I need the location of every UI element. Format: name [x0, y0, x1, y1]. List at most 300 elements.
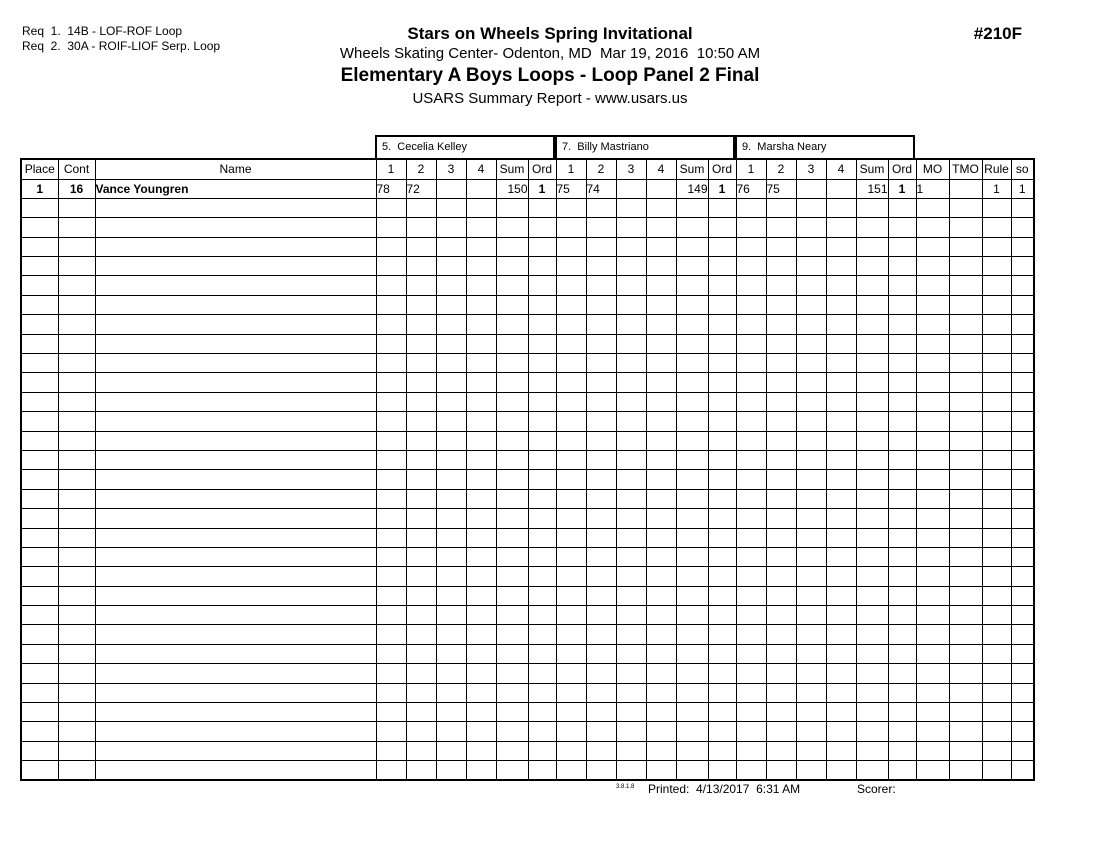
empty-cell — [736, 703, 766, 722]
empty-cell — [916, 625, 949, 644]
empty-cell — [556, 567, 586, 586]
empty-cell — [436, 373, 466, 392]
empty-cell — [766, 683, 796, 702]
empty-cell — [496, 450, 528, 469]
judge-1-name-box: 5. Cecelia Kelley — [375, 135, 555, 159]
empty-cell — [616, 703, 646, 722]
contestant-number-cell: 16 — [58, 179, 95, 198]
empty-cell — [496, 722, 528, 741]
empty-cell — [646, 431, 676, 450]
empty-cell — [982, 373, 1011, 392]
empty-cell — [856, 450, 888, 469]
col-header-j2-ord: Ord — [708, 159, 736, 179]
j1-trial-4-score — [466, 179, 496, 198]
empty-row — [21, 412, 1034, 431]
software-version: 3.8.1.8 — [616, 784, 635, 790]
empty-cell — [95, 470, 376, 489]
empty-cell — [736, 683, 766, 702]
empty-cell — [826, 703, 856, 722]
col-header-j1-trial-4: 4 — [466, 159, 496, 179]
empty-cell — [586, 237, 616, 256]
empty-cell — [676, 644, 708, 663]
empty-cell — [646, 528, 676, 547]
empty-cell — [21, 625, 58, 644]
empty-row — [21, 334, 1034, 353]
empty-cell — [796, 528, 826, 547]
empty-cell — [586, 198, 616, 217]
empty-cell — [856, 606, 888, 625]
empty-cell — [616, 198, 646, 217]
empty-cell — [616, 606, 646, 625]
venue-date-line: Wheels Skating Center- Odenton, MD Mar 19, 2016 10:50 AM — [339, 45, 761, 62]
empty-cell — [916, 489, 949, 508]
empty-cell — [528, 528, 556, 547]
j1-trial-2-score: 72 — [406, 179, 436, 198]
empty-cell — [436, 664, 466, 683]
empty-cell — [826, 334, 856, 353]
empty-cell — [766, 218, 796, 237]
j1-ordinal: 1 — [528, 179, 556, 198]
empty-cell — [58, 218, 95, 237]
empty-cell — [466, 315, 496, 334]
empty-cell — [436, 761, 466, 780]
empty-cell — [888, 761, 916, 780]
empty-cell — [676, 315, 708, 334]
empty-cell — [888, 683, 916, 702]
empty-cell — [95, 295, 376, 314]
empty-cell — [616, 237, 646, 256]
empty-cell — [406, 741, 436, 760]
empty-cell — [376, 509, 406, 528]
empty-row — [21, 567, 1034, 586]
empty-cell — [58, 237, 95, 256]
empty-cell — [916, 741, 949, 760]
empty-cell — [496, 586, 528, 605]
empty-cell — [1011, 664, 1034, 683]
empty-cell — [21, 470, 58, 489]
empty-cell — [766, 470, 796, 489]
empty-cell — [466, 450, 496, 469]
empty-cell — [646, 315, 676, 334]
empty-cell — [916, 218, 949, 237]
empty-cell — [796, 722, 826, 741]
tmo-cell — [949, 179, 982, 198]
empty-cell — [982, 761, 1011, 780]
empty-cell — [796, 644, 826, 663]
empty-cell — [736, 373, 766, 392]
empty-cell — [58, 644, 95, 663]
empty-cell — [376, 606, 406, 625]
empty-cell — [949, 625, 982, 644]
empty-cell — [888, 703, 916, 722]
empty-cell — [949, 354, 982, 373]
empty-cell — [616, 276, 646, 295]
empty-cell — [982, 722, 1011, 741]
so-cell: 1 — [1011, 179, 1034, 198]
empty-cell — [21, 741, 58, 760]
empty-cell — [766, 412, 796, 431]
empty-cell — [58, 373, 95, 392]
empty-cell — [888, 528, 916, 547]
empty-cell — [556, 509, 586, 528]
empty-cell — [708, 334, 736, 353]
empty-cell — [646, 412, 676, 431]
empty-cell — [856, 295, 888, 314]
empty-cell — [496, 392, 528, 411]
empty-cell — [586, 373, 616, 392]
empty-cell — [406, 257, 436, 276]
empty-cell — [376, 547, 406, 566]
empty-cell — [616, 373, 646, 392]
empty-cell — [949, 276, 982, 295]
empty-cell — [856, 218, 888, 237]
empty-row — [21, 528, 1034, 547]
empty-cell — [528, 412, 556, 431]
empty-cell — [466, 373, 496, 392]
col-header-j2-trial-3: 3 — [616, 159, 646, 179]
empty-cell — [58, 198, 95, 217]
empty-cell — [676, 741, 708, 760]
empty-cell — [796, 392, 826, 411]
empty-cell — [496, 412, 528, 431]
empty-row — [21, 276, 1034, 295]
col-header-rule: Rule — [982, 159, 1011, 179]
empty-cell — [528, 237, 556, 256]
j3-ordinal: 1 — [888, 179, 916, 198]
empty-cell — [528, 470, 556, 489]
empty-cell — [708, 276, 736, 295]
empty-cell — [796, 450, 826, 469]
empty-cell — [58, 412, 95, 431]
printed-timestamp: Printed: 4/13/2017 6:31 AM — [648, 782, 801, 796]
empty-cell — [708, 722, 736, 741]
empty-cell — [708, 741, 736, 760]
empty-cell — [496, 703, 528, 722]
empty-cell — [556, 412, 586, 431]
empty-cell — [888, 547, 916, 566]
empty-cell — [616, 741, 646, 760]
empty-cell — [95, 586, 376, 605]
empty-cell — [556, 295, 586, 314]
empty-cell — [496, 547, 528, 566]
empty-cell — [406, 237, 436, 256]
empty-cell — [466, 354, 496, 373]
empty-cell — [826, 431, 856, 450]
empty-cell — [826, 450, 856, 469]
empty-row — [21, 703, 1034, 722]
empty-cell — [796, 547, 826, 566]
empty-cell — [466, 295, 496, 314]
empty-cell — [916, 644, 949, 663]
empty-cell — [586, 761, 616, 780]
col-header-place: Place — [21, 159, 58, 179]
empty-cell — [1011, 703, 1034, 722]
empty-cell — [856, 470, 888, 489]
empty-cell — [796, 761, 826, 780]
empty-cell — [466, 722, 496, 741]
empty-cell — [796, 334, 826, 353]
empty-cell — [376, 586, 406, 605]
empty-cell — [949, 761, 982, 780]
empty-cell — [95, 703, 376, 722]
empty-cell — [676, 547, 708, 566]
empty-cell — [436, 528, 466, 547]
empty-cell — [982, 644, 1011, 663]
empty-cell — [949, 257, 982, 276]
col-header-so: so — [1011, 159, 1034, 179]
empty-cell — [888, 295, 916, 314]
empty-cell — [826, 644, 856, 663]
empty-cell — [556, 547, 586, 566]
empty-cell — [708, 703, 736, 722]
empty-cell — [95, 373, 376, 392]
empty-cell — [406, 567, 436, 586]
empty-cell — [616, 431, 646, 450]
col-header-tmo: TMO — [949, 159, 982, 179]
empty-cell — [95, 741, 376, 760]
empty-cell — [1011, 489, 1034, 508]
empty-row — [21, 683, 1034, 702]
empty-cell — [466, 761, 496, 780]
empty-cell — [21, 295, 58, 314]
empty-cell — [646, 334, 676, 353]
empty-cell — [982, 276, 1011, 295]
empty-cell — [58, 489, 95, 508]
empty-cell — [58, 295, 95, 314]
empty-cell — [826, 586, 856, 605]
empty-cell — [21, 392, 58, 411]
empty-cell — [21, 218, 58, 237]
empty-cell — [376, 431, 406, 450]
empty-cell — [556, 218, 586, 237]
empty-cell — [856, 567, 888, 586]
empty-cell — [95, 547, 376, 566]
col-header-cont: Cont — [58, 159, 95, 179]
empty-cell — [496, 470, 528, 489]
empty-cell — [556, 431, 586, 450]
empty-cell — [95, 237, 376, 256]
empty-cell — [708, 450, 736, 469]
col-header-j3-ord: Ord — [888, 159, 916, 179]
empty-cell — [708, 257, 736, 276]
empty-cell — [58, 315, 95, 334]
empty-cell — [949, 528, 982, 547]
empty-cell — [528, 315, 556, 334]
empty-cell — [646, 237, 676, 256]
empty-row — [21, 295, 1034, 314]
empty-cell — [916, 257, 949, 276]
empty-cell — [556, 450, 586, 469]
empty-cell — [466, 257, 496, 276]
empty-cell — [676, 334, 708, 353]
empty-cell — [58, 606, 95, 625]
empty-cell — [376, 237, 406, 256]
empty-cell — [376, 334, 406, 353]
empty-cell — [766, 703, 796, 722]
empty-cell — [528, 741, 556, 760]
empty-cell — [95, 450, 376, 469]
empty-cell — [466, 489, 496, 508]
empty-cell — [21, 412, 58, 431]
empty-cell — [796, 257, 826, 276]
empty-cell — [376, 218, 406, 237]
empty-cell — [21, 198, 58, 217]
empty-row — [21, 373, 1034, 392]
empty-cell — [1011, 625, 1034, 644]
empty-cell — [496, 295, 528, 314]
empty-cell — [406, 276, 436, 295]
empty-cell — [496, 644, 528, 663]
empty-cell — [496, 354, 528, 373]
empty-cell — [1011, 450, 1034, 469]
empty-cell — [676, 237, 708, 256]
empty-cell — [982, 412, 1011, 431]
empty-cell — [436, 276, 466, 295]
empty-cell — [856, 315, 888, 334]
empty-row — [21, 761, 1034, 780]
empty-cell — [1011, 295, 1034, 314]
empty-cell — [949, 450, 982, 469]
empty-cell — [406, 470, 436, 489]
empty-cell — [766, 198, 796, 217]
empty-cell — [708, 761, 736, 780]
empty-cell — [982, 489, 1011, 508]
j3-trial-4-score — [826, 179, 856, 198]
empty-cell — [736, 450, 766, 469]
col-header-j1-trial-2: 2 — [406, 159, 436, 179]
empty-row — [21, 625, 1034, 644]
empty-cell — [586, 295, 616, 314]
col-header-j2-sum: Sum — [676, 159, 708, 179]
empty-cell — [826, 470, 856, 489]
empty-cell — [708, 489, 736, 508]
empty-cell — [466, 528, 496, 547]
empty-cell — [21, 373, 58, 392]
empty-cell — [949, 431, 982, 450]
empty-cell — [58, 334, 95, 353]
empty-cell — [95, 276, 376, 295]
empty-cell — [616, 218, 646, 237]
empty-cell — [21, 509, 58, 528]
empty-cell — [826, 528, 856, 547]
empty-cell — [982, 625, 1011, 644]
j1-trial-3-score — [436, 179, 466, 198]
empty-cell — [856, 489, 888, 508]
empty-cell — [916, 276, 949, 295]
empty-cell — [21, 528, 58, 547]
empty-cell — [1011, 315, 1034, 334]
empty-cell — [796, 295, 826, 314]
empty-cell — [826, 315, 856, 334]
empty-cell — [1011, 470, 1034, 489]
empty-cell — [982, 237, 1011, 256]
empty-cell — [916, 237, 949, 256]
empty-cell — [21, 722, 58, 741]
empty-cell — [766, 722, 796, 741]
empty-cell — [586, 276, 616, 295]
empty-cell — [982, 354, 1011, 373]
empty-cell — [736, 295, 766, 314]
empty-cell — [888, 218, 916, 237]
empty-cell — [949, 373, 982, 392]
empty-cell — [676, 450, 708, 469]
empty-cell — [888, 606, 916, 625]
empty-cell — [736, 315, 766, 334]
empty-cell — [856, 276, 888, 295]
empty-cell — [796, 373, 826, 392]
empty-cell — [826, 567, 856, 586]
empty-cell — [676, 412, 708, 431]
empty-cell — [916, 703, 949, 722]
empty-row — [21, 547, 1034, 566]
empty-cell — [95, 334, 376, 353]
empty-cell — [436, 392, 466, 411]
empty-cell — [916, 528, 949, 547]
empty-cell — [646, 567, 676, 586]
empty-cell — [949, 703, 982, 722]
empty-cell — [1011, 218, 1034, 237]
empty-cell — [528, 354, 556, 373]
empty-cell — [676, 257, 708, 276]
empty-cell — [856, 703, 888, 722]
empty-cell — [888, 509, 916, 528]
j2-trial-2-score: 74 — [586, 179, 616, 198]
empty-cell — [436, 489, 466, 508]
title-block — [0, 23, 1100, 109]
empty-cell — [826, 257, 856, 276]
results-table-body — [21, 179, 1034, 780]
empty-cell — [708, 373, 736, 392]
col-header-j3-trial-1: 1 — [736, 159, 766, 179]
empty-cell — [556, 741, 586, 760]
empty-cell — [766, 741, 796, 760]
empty-cell — [982, 606, 1011, 625]
empty-cell — [796, 431, 826, 450]
empty-cell — [466, 276, 496, 295]
empty-cell — [646, 761, 676, 780]
empty-cell — [406, 547, 436, 566]
empty-cell — [21, 334, 58, 353]
col-header-j2-trial-1: 1 — [556, 159, 586, 179]
empty-cell — [466, 431, 496, 450]
empty-cell — [466, 625, 496, 644]
empty-cell — [982, 509, 1011, 528]
empty-cell — [58, 431, 95, 450]
empty-cell — [616, 722, 646, 741]
empty-cell — [466, 644, 496, 663]
empty-cell — [586, 606, 616, 625]
col-header-mo: MO — [916, 159, 949, 179]
requirement-1: Req 1. 14B - LOF-ROF Loop — [22, 24, 183, 38]
empty-cell — [376, 664, 406, 683]
col-header-j2-trial-2: 2 — [586, 159, 616, 179]
empty-cell — [949, 722, 982, 741]
empty-cell — [436, 741, 466, 760]
empty-cell — [949, 295, 982, 314]
empty-cell — [826, 722, 856, 741]
empty-cell — [796, 276, 826, 295]
empty-cell — [528, 664, 556, 683]
empty-cell — [556, 683, 586, 702]
empty-cell — [646, 703, 676, 722]
empty-cell — [58, 547, 95, 566]
empty-cell — [766, 606, 796, 625]
empty-cell — [406, 392, 436, 411]
empty-cell — [796, 470, 826, 489]
empty-cell — [58, 703, 95, 722]
empty-cell — [916, 683, 949, 702]
empty-cell — [376, 625, 406, 644]
